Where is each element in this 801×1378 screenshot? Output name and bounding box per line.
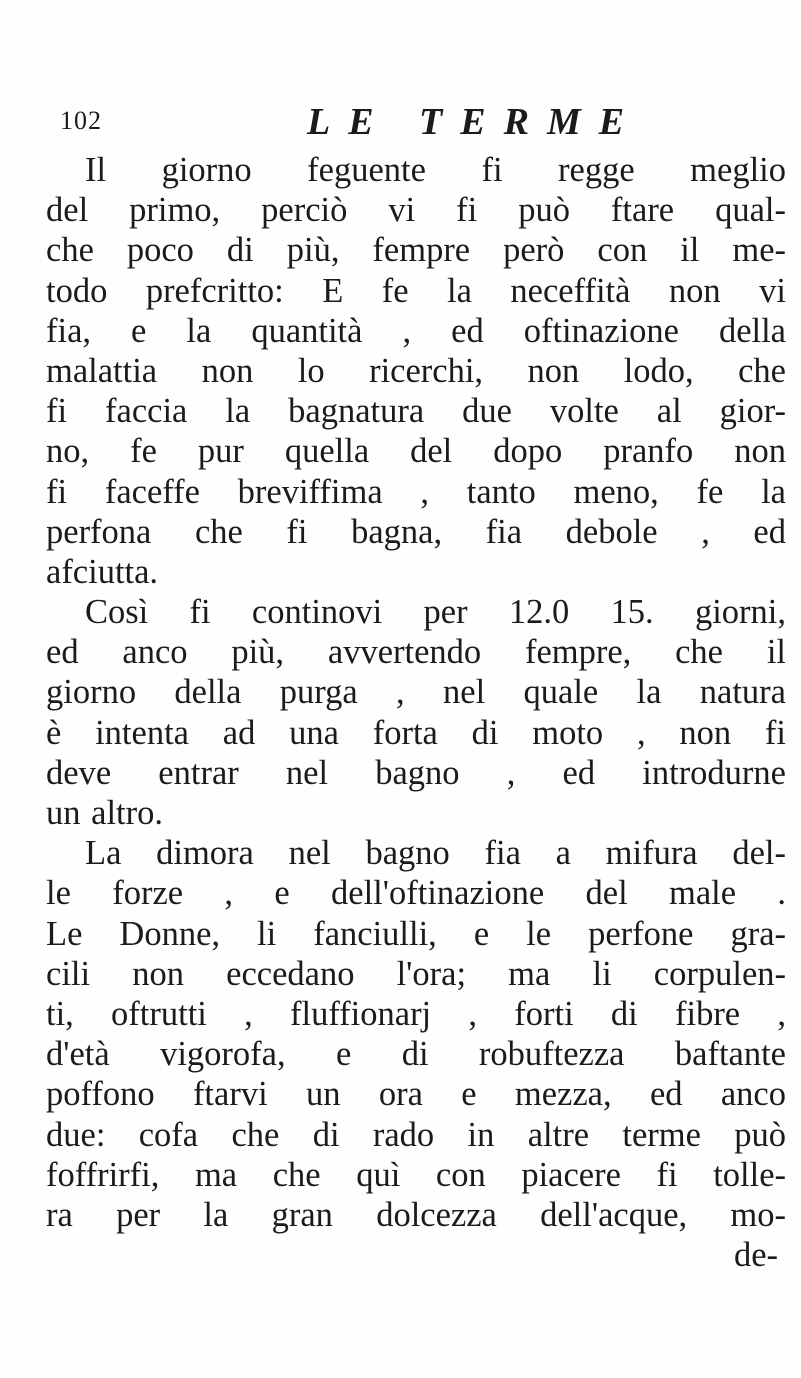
body-text [46,150,786,1275]
text-line: todo prefcritto: E fe la neceffità non vi [46,271,786,310]
text-line: fi faceffe breviffima , tanto meno, fe la [46,472,786,511]
text-line: che poco di più, fempre però con il me- [46,231,786,270]
page-number: 102 [60,106,102,135]
text-line: La dimora nel bagno fia a mifura del- [85,834,786,873]
text-line: un altro. [46,794,163,832]
text-line: perfona che fi bagna, fia debole , ed [46,512,786,551]
text-line: le forze , e dell'oftinazione del male . [46,874,786,913]
catchword: de- [733,1236,778,1275]
text-line: è intenta ad una forta di moto , non fi [46,713,786,752]
text-line: foffrirfi, ma che quì con piacere fi tolle- [46,1155,786,1194]
text-line: afciutta. [46,552,159,591]
text-line: giorno della purga , nel quale la natura [46,673,786,712]
text-line: due: cofa che di rado in altre terme può [46,1115,786,1154]
text-line: malattia non lo ricerchi, non lodo, che [46,351,786,390]
text-line: fi faccia la bagnatura due volte al gior- [46,392,786,431]
text-line: ra per la gran dolcezza dell'acque, mo- [46,1195,786,1234]
text-line: deve entrar nel bagno , ed introdurne [46,753,786,792]
text-line: Il giorno feguente fi regge meglio [85,151,786,189]
text-line: Così fi continovi per 12.0 15. giorni, [85,593,786,632]
running-title: LE TERME [307,101,643,143]
text-line: fia, e la quantità , ed oftinazione della [46,311,786,350]
text-line: no, fe pur quella del dopo pranfo non [46,432,786,471]
text-line: Le Donne, li fanciulli, e le perfone gra- [46,914,786,953]
text-line: cili non eccedano l'ora; ma li corpulen- [46,954,786,993]
page-header [42,100,762,148]
text-line: poffono ftarvi un ora e mezza, ed anco [46,1075,786,1114]
text-line: del primo, perciò vi fi può ftare qual- [46,191,786,230]
text-line: ed anco più, avvertendo fempre, che il [46,633,786,672]
text-line: d'età vigorofa, e di robuftezza baftante [46,1035,786,1074]
text-line: ti, oftrutti , fluffionarj , forti di fibre , [46,994,786,1033]
